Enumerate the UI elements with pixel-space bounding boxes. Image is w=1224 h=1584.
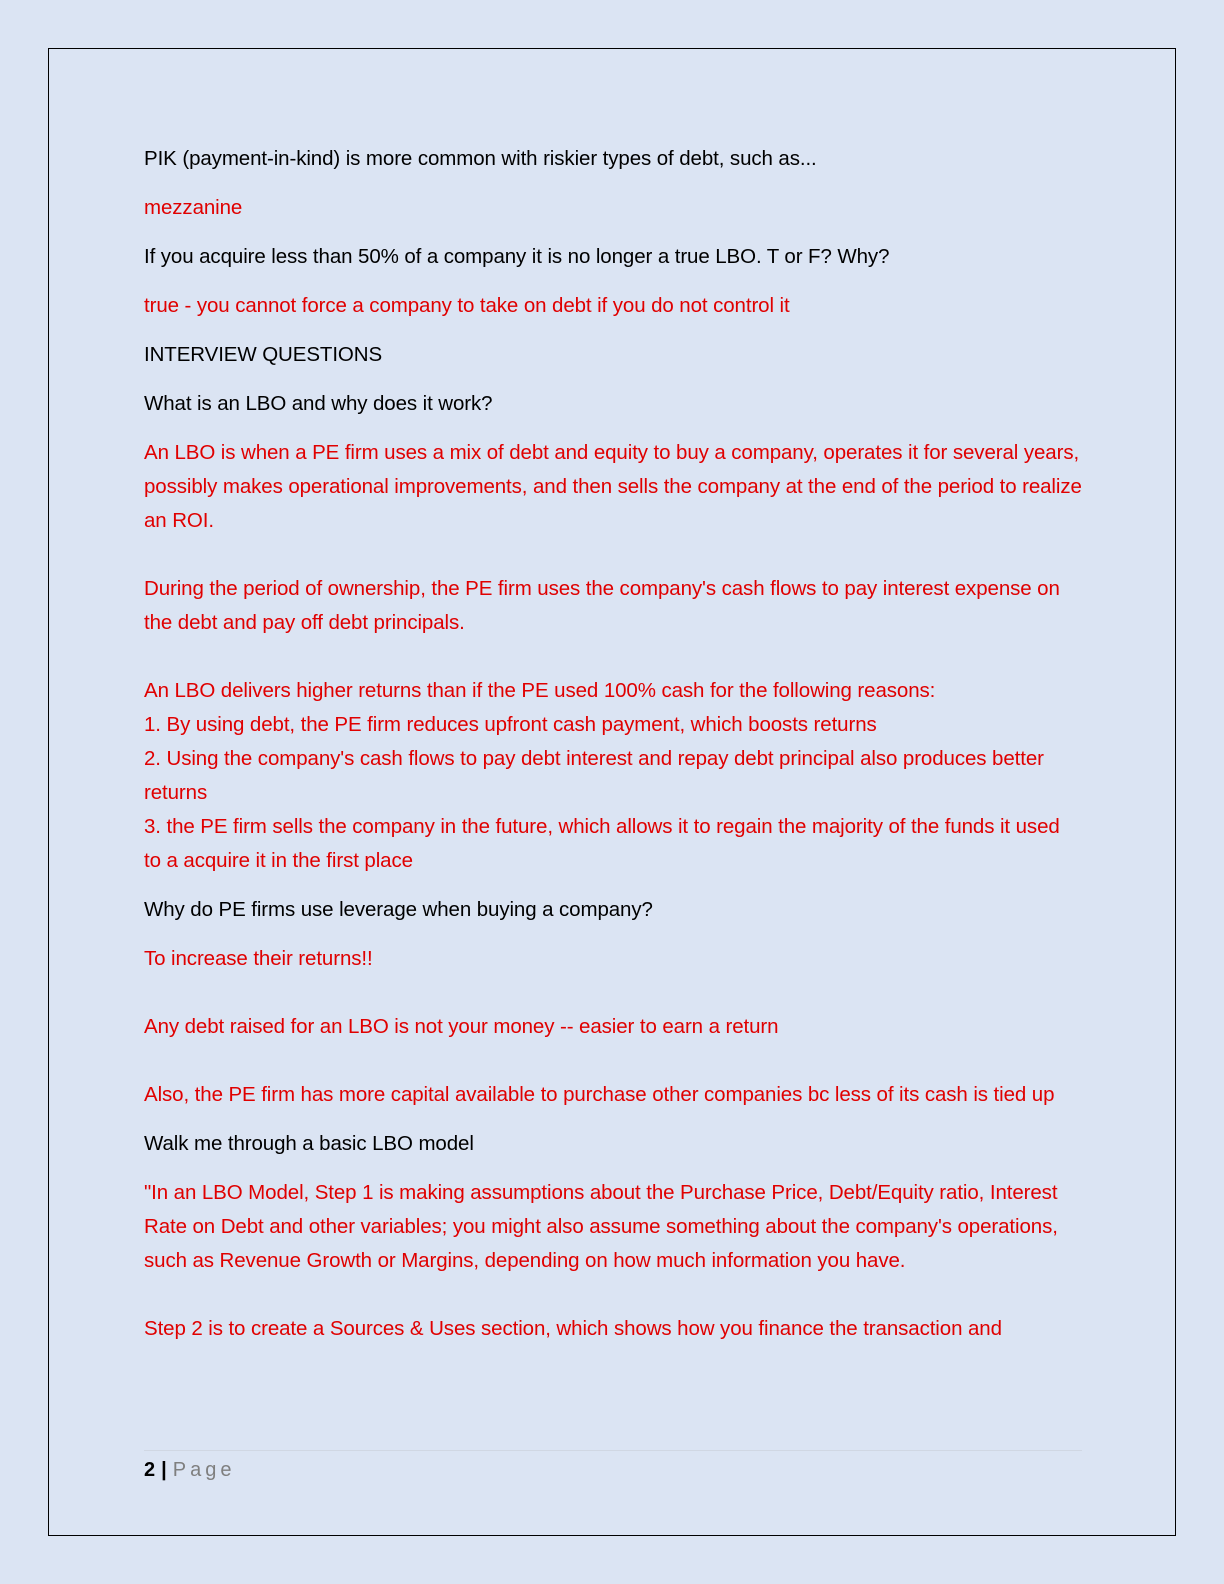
footer-separator: | xyxy=(161,1459,167,1481)
section-heading: INTERVIEW QUESTIONS xyxy=(144,343,383,366)
answer-text: "In an LBO Model, Step 1 is making assumptions about the Purchase Price, Debt/Equity ratio, Interest Rate on Debt and other variables; you might also assume something about the company's operations, such as Revenue Growth or Margins, depending on how much information you have. Step 2 is to create a Sources & Uses section, which shows how you finance the transaction and xyxy=(144,1181,1058,1340)
document-body xyxy=(144,142,1082,1361)
answer-text: An LBO is when a PE firm uses a mix of debt and equity to buy a company, operates it for several years, possibly makes operational improvements, and then sells the company at the end of the period to realize an ROI. During the period of ownership, the PE firm uses the company's cash flows to pay interest expense on the debt and pay off debt principals. An LBO delivers higher returns than if the PE used 100% cash for the following reasons: 1. By using debt, the PE firm reduces upfront cash payment, which boosts returns 2. Using the company's cash flows to pay debt interest and repay debt principal also produces better returns 3. the PE firm sells the company in the future, which allows it to regain the majority of the funds it used to a acquire it in the first place xyxy=(144,441,1082,872)
question-text: Walk me through a basic LBO model xyxy=(144,1132,474,1155)
answer-text: To increase their returns!! Any debt raised for an LBO is not your money -- easier to earn a return Also, the PE firm has more capital available to purchase other companies bc less of its cash is tied up xyxy=(144,947,1055,1106)
page-footer xyxy=(144,1450,1082,1483)
question-text: What is an LBO and why does it work? xyxy=(144,392,493,415)
answer-text: true - you cannot force a company to take on debt if you do not control it xyxy=(144,294,790,317)
question-text: If you acquire less than 50% of a company it is no longer a true LBO. T or F? Why? xyxy=(144,245,890,268)
question-text: Why do PE firms use leverage when buying a company? xyxy=(144,898,653,921)
page-label: Page xyxy=(172,1459,236,1481)
page-number: 2 xyxy=(144,1459,156,1481)
answer-text: mezzanine xyxy=(144,196,243,219)
question-text: PIK (payment-in-kind) is more common with riskier types of debt, such as... xyxy=(144,147,817,170)
